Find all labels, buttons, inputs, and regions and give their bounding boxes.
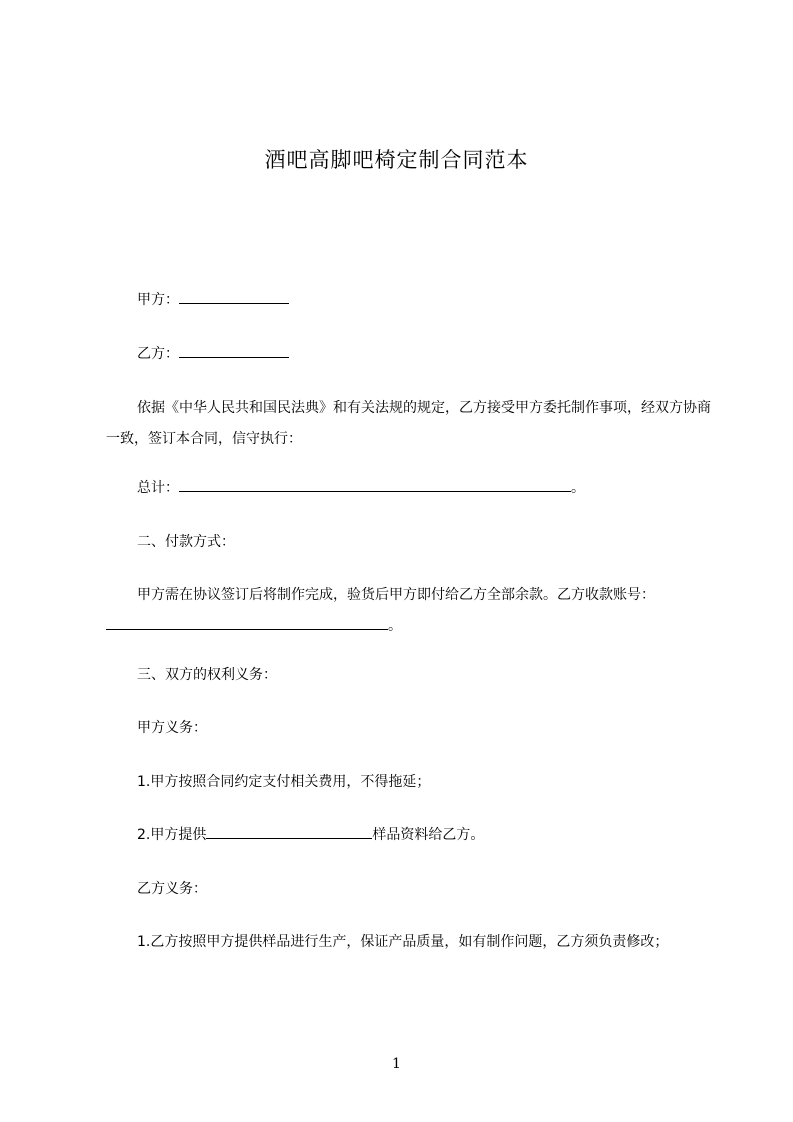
party-a-label: 甲方：	[137, 292, 179, 308]
party-b-label: 乙方：	[137, 346, 179, 362]
document-title: 酒吧高脚吧椅定制合同范本	[264, 148, 529, 172]
party-b-line	[106, 339, 716, 370]
payment-suffix: 。	[388, 618, 402, 634]
party-a-blank	[179, 288, 289, 304]
party-b-duty-1: 1.乙方按照甲方提供样品进行生产，保证产品质量，如有制作问题，乙方须负责修改；	[137, 934, 669, 950]
section-3-heading: 三、双方的权利义务：	[137, 667, 277, 683]
party-a-duties-heading: 甲方义务：	[137, 720, 207, 736]
page-number: 1	[392, 1056, 401, 1072]
duty-2-prefix: 2.甲方提供	[137, 827, 207, 843]
total-line	[106, 473, 716, 504]
payment-paragraph	[106, 580, 716, 642]
party-a-duty-1: 1.甲方按照合同约定支付相关费用，不得拖延；	[137, 774, 431, 790]
total-suffix: 。	[571, 480, 585, 496]
total-blank	[179, 476, 571, 492]
payment-text: 甲方需在协议签订后将制作完成，验货后甲方即付给乙方全部余款。乙方收款账号：	[137, 587, 655, 603]
party-a-duty-2	[106, 820, 716, 851]
party-b-blank	[179, 342, 289, 358]
party-b-duties-heading: 乙方义务：	[137, 881, 207, 897]
section-2-heading: 二、付款方式：	[137, 534, 235, 550]
account-blank	[106, 614, 388, 630]
party-a-line	[106, 285, 716, 316]
sample-blank	[206, 823, 372, 839]
intro-paragraph: 依据《中华人民共和国民法典》和有关法规的规定，乙方接受甲方委托制作事项，经双方协商一致，签订本合同，信守执行：	[106, 400, 711, 447]
total-label: 总计：	[137, 480, 179, 496]
duty-2-suffix: 样品资料给乙方。	[372, 827, 485, 843]
